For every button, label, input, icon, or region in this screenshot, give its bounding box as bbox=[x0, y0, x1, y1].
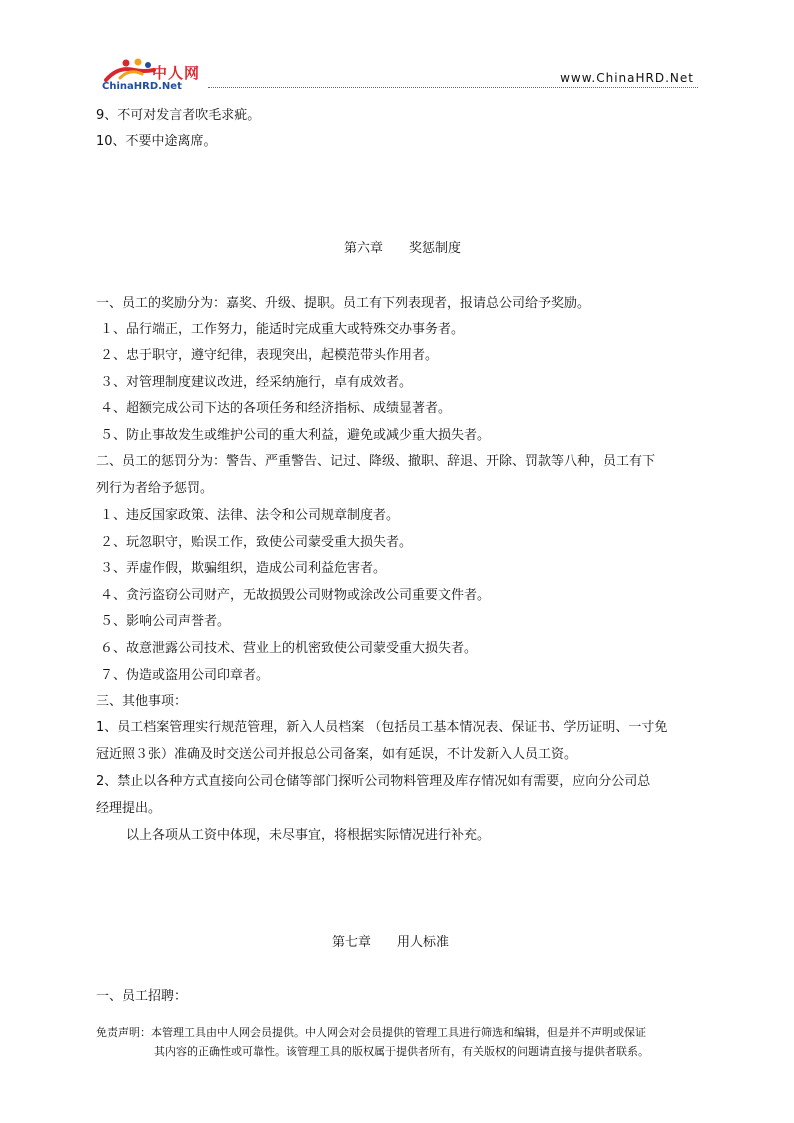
chapter-heading bbox=[344, 241, 461, 257]
list-item: ６、故意泄露公司技术、营业上的机密致使公司蒙受重大损失者。 bbox=[100, 641, 478, 656]
list-item: １、违反国家政策、法律、法令和公司规章制度者。 bbox=[100, 508, 400, 523]
chinahrd-logo bbox=[96, 58, 216, 94]
paragraph-line: 经理提出。 bbox=[96, 801, 162, 816]
chapter-title: 用人标准 bbox=[397, 935, 450, 950]
paragraph-line: 以上各项从工资中体现，未尽事宜，将根据实际情况进行补充。 bbox=[126, 828, 491, 843]
list-item: 10、不要中途离席。 bbox=[96, 134, 217, 149]
list-item: ４、超额完成公司下达的各项任务和经济指标、成绩显著者。 bbox=[100, 401, 452, 416]
list-item: ３、对管理制度建议改进，经采纳施行，卓有成效者。 bbox=[100, 375, 413, 390]
disclaimer-line: 其内容的正确性或可靠性。该管理工具的版权属于提供者所有，有关版权的问题请直接与提供者联系。 bbox=[154, 1045, 649, 1058]
chapter-heading bbox=[332, 935, 449, 951]
list-item: ７、伪造或盗用公司印章者。 bbox=[100, 668, 270, 683]
chapter-title: 奖惩制度 bbox=[409, 241, 462, 256]
paragraph-line: 冠近照３张）准确及时交送公司并报总公司备案，如有延误，不计发新入人员工资。 bbox=[96, 747, 578, 762]
list-item: ４、贪污盗窃公司财产，无故损毁公司财物或涂改公司重要文件者。 bbox=[100, 588, 491, 603]
list-item: 1、员工档案管理实行规范管理，新入人员档案 （包括员工基本情况表、保证书、学历证明、一寸免 bbox=[96, 720, 668, 735]
list-item: ５、防止事故发生或维护公司的重大利益，避免或减少重大损失者。 bbox=[100, 428, 491, 443]
chapter-number: 第七章 bbox=[332, 935, 372, 950]
chapter-number: 第六章 bbox=[344, 241, 384, 256]
list-item: １、品行端正，工作努力，能适时完成重大或特殊交办事务者。 bbox=[100, 322, 465, 337]
list-item: 2、禁止以各种方式直接向公司仓储等部门探听公司物料管理及库存情况如有需要，应向分公司总 bbox=[96, 774, 651, 789]
disclaimer-line: 免责声明：本管理工具由中人网会员提供。中人网会对会员提供的管理工具进行筛选和编辑，但是并不声明或保证 bbox=[96, 1026, 646, 1039]
list-item: ２、忠于职守，遵守纪律，表现突出，起模范带头作用者。 bbox=[100, 348, 439, 363]
list-item: ２、玩忽职守，贻误工作，致使公司蒙受重大损失者。 bbox=[100, 535, 413, 550]
section-heading: 一、员工招聘： bbox=[96, 989, 188, 1004]
list-item: ５、影响公司声誉者。 bbox=[100, 614, 231, 629]
logo-en-text: ChinaHRD.Net bbox=[102, 81, 182, 92]
site-url: www.ChinaHRD.Net bbox=[560, 71, 694, 85]
section-heading: 二、员工的惩罚分为：警告、严重警告、记过、降级、撤职、辞退、开除、罚款等八种，员工有下 bbox=[96, 454, 656, 469]
paragraph-line: 列行为者给予惩罚。 bbox=[96, 481, 214, 496]
logo-cn-text: 中人网 bbox=[152, 64, 201, 82]
page-header bbox=[96, 58, 698, 94]
list-item: 9、不可对发言者吹毛求疵。 bbox=[96, 108, 261, 123]
list-item: ３、弄虚作假，欺骗组织，造成公司利益危害者。 bbox=[100, 561, 387, 576]
header-dotted-rule bbox=[208, 87, 698, 88]
section-heading: 一、员工的奖励分为：嘉奖、升级、提职。员工有下列表现者，报请总公司给予奖励。 bbox=[96, 296, 591, 311]
section-heading: 三、其他事项： bbox=[96, 694, 188, 709]
